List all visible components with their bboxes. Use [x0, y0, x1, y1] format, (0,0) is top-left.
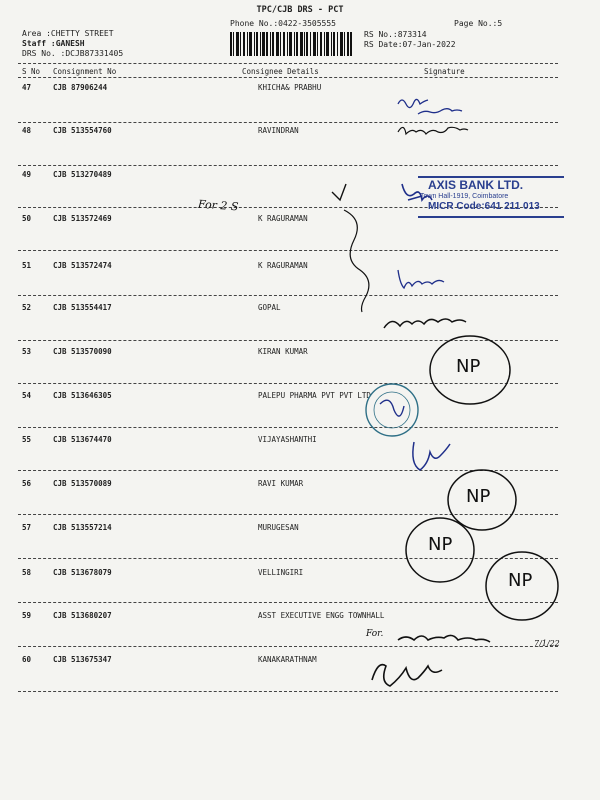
- row-sno: 58: [22, 568, 32, 577]
- row-consignment: CJB 513678079: [53, 568, 112, 577]
- row-consignment: CJB 513674470: [53, 435, 112, 444]
- row-divider: [18, 470, 558, 471]
- row-consignment: CJB 513680207: [53, 611, 112, 620]
- row-divider: [18, 514, 558, 515]
- row-sno: 60: [22, 655, 32, 664]
- row-consignee: K RAGURAMAN: [258, 214, 308, 223]
- table-row: [0, 215, 600, 259]
- table-row: [0, 612, 600, 656]
- row-consignee: MURUGESAN: [258, 523, 299, 532]
- row-consignee: RAVINDRAN: [258, 126, 299, 135]
- barcode: [230, 32, 352, 56]
- drs-number: DRS No. :DCJB87331405: [22, 49, 124, 58]
- row-sno: 52: [22, 303, 32, 312]
- row-consignee: KANAKARATHNAM: [258, 655, 317, 664]
- header-divider-top: [18, 63, 558, 64]
- row-divider: [18, 558, 558, 559]
- row-consignee: VIJAYASHANTHI: [258, 435, 317, 444]
- row-sno: 54: [22, 391, 32, 400]
- table-row: [0, 656, 600, 700]
- row-sno: 55: [22, 435, 32, 444]
- col-consignee: Consignee Details: [242, 67, 319, 76]
- table-row: [0, 436, 600, 480]
- phone-number: Phone No.:0422-3505555: [230, 19, 336, 28]
- row-divider: [18, 691, 558, 692]
- row-consignee: PALEPU PHARMA PVT PVT LTD: [258, 391, 371, 400]
- row-divider: [18, 122, 558, 123]
- row-divider: [18, 250, 558, 251]
- rs-number: RS No.:873314: [364, 30, 427, 39]
- np-mark: NP: [428, 534, 453, 555]
- handwritten-for-note: For.: [366, 629, 384, 639]
- col-signature: Signature: [424, 67, 465, 76]
- row-sno: 50: [22, 214, 32, 223]
- header-divider-bottom: [18, 77, 558, 78]
- row-consignment: CJB 513570089: [53, 479, 112, 488]
- row-sno: 57: [22, 523, 32, 532]
- row-consignee: KHICHA& PRABHU: [258, 83, 322, 92]
- row-consignment: CJB 513570090: [53, 347, 112, 356]
- row-consignment: CJB 87906244: [53, 83, 108, 92]
- handwritten-date: 7/1/22: [534, 639, 560, 648]
- row-divider: [18, 427, 558, 428]
- row-sno: 53: [22, 347, 32, 356]
- row-divider: [18, 602, 558, 603]
- col-consignment: Consignment No: [53, 67, 117, 76]
- row-sno: 51: [22, 261, 32, 270]
- table-row: [0, 480, 600, 524]
- row-divider: [18, 646, 558, 647]
- page-number: Page No.:5: [454, 19, 503, 28]
- row-consignment: CJB 513572469: [53, 214, 112, 223]
- row-consignment: CJB 513675347: [53, 655, 112, 664]
- row-consignee: RAVI KUMAR: [258, 479, 304, 488]
- row-sno: 47: [22, 83, 32, 92]
- row-consignee: ASST EXECUTIVE ENGG TOWNHALL: [258, 611, 385, 620]
- np-mark: NP: [508, 570, 533, 591]
- row-sno: 56: [22, 479, 32, 488]
- col-sno: S No: [22, 67, 41, 76]
- row-divider: [18, 295, 558, 296]
- row-sno: 59: [22, 611, 32, 620]
- row-divider: [18, 340, 558, 341]
- table-row: [0, 392, 600, 436]
- row-consignment: CJB 513554760: [53, 126, 112, 135]
- row-consignee: KIRAN KUMAR: [258, 347, 308, 356]
- row-divider: [18, 165, 558, 166]
- rs-date: RS Date:07-Jan-2022: [364, 40, 456, 49]
- row-consignment: CJB 513646305: [53, 391, 112, 400]
- row-consignment: CJB 513557214: [53, 523, 112, 532]
- bank-stamp: [398, 176, 566, 216]
- row-consignee: VELLINGIRI: [258, 568, 304, 577]
- row-consignment: CJB 513554417: [53, 303, 112, 312]
- sheet-title: TPC/CJB DRS - PCT: [256, 5, 344, 15]
- area-label: Area :CHETTY STREET: [22, 29, 114, 38]
- table-row: [0, 348, 600, 392]
- stamp-micr: MICR Code:641 211 013: [428, 201, 540, 212]
- np-mark: NP: [466, 486, 491, 507]
- table-row: [0, 524, 600, 568]
- stamp-bank-name: AXIS BANK LTD.: [428, 178, 524, 192]
- row-consignment: CJB 513270489: [53, 170, 112, 179]
- row-consignee: GOPAL: [258, 303, 281, 312]
- handwritten-note-row50: For 2 S: [197, 197, 239, 214]
- table-row: [0, 262, 600, 306]
- np-mark: NP: [456, 356, 481, 377]
- row-sno: 48: [22, 126, 32, 135]
- row-divider: [18, 383, 558, 384]
- row-consignment: CJB 513572474: [53, 261, 112, 270]
- row-sno: 49: [22, 170, 32, 179]
- stamp-branch: Town Hall-1919, Coimbatore: [420, 193, 509, 200]
- table-row: [0, 304, 600, 348]
- row-consignee: K RAGURAMAN: [258, 261, 308, 270]
- staff-label: Staff :GANESH: [22, 39, 85, 48]
